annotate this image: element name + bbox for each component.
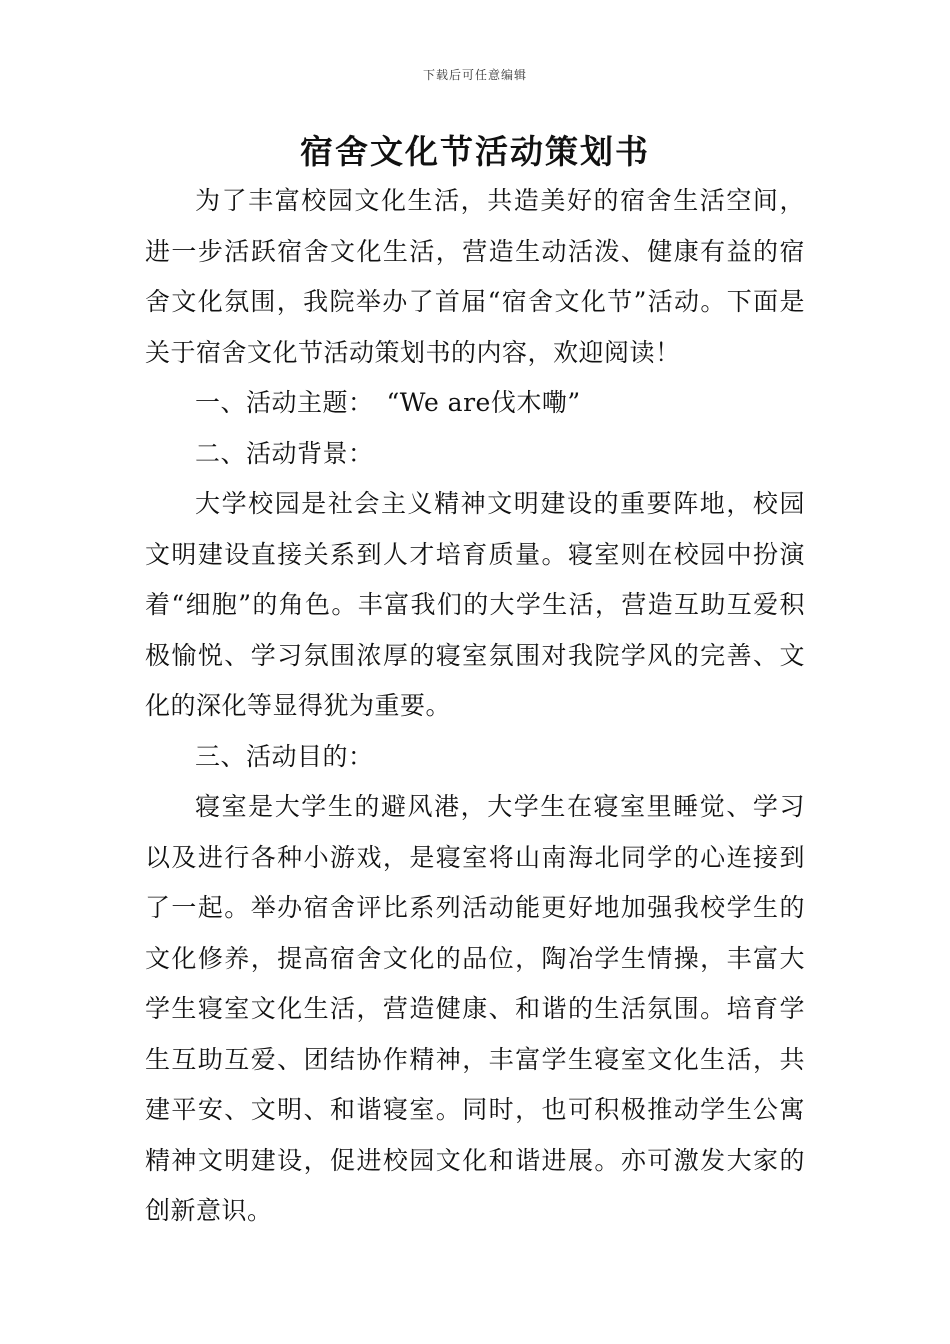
- intro-paragraph: 为了丰富校园文化生活，共造美好的宿舍生活空间，进一步活跃宿舍文化生活，营造生动活泼、健康有益的宿舍文化氛围，我院举办了首届“宿舍文化节”活动。下面是关于宿舍文化节活动策划书的内容，欢迎阅读！: [145, 186, 805, 367]
- document-body: [145, 176, 805, 1237]
- section-heading-theme: 一、活动主题： “We are伐木嘞”: [195, 388, 581, 417]
- background-paragraph: 大学校园是社会主义精神文明建设的重要阵地，校园文明建设直接关系到人才培育质量。寝室则在校园中扮演着“细胞”的角色。丰富我们的大学生活，营造互助互爱积极愉悦、学习氛围浓厚的寝室氛围对我院学风的完善、文化的深化等显得犹为重要。: [145, 489, 805, 720]
- document-title: 宿舍文化节活动策划书: [300, 132, 650, 171]
- purpose-paragraph: 寝室是大学生的避风港，大学生在寝室里睡觉、学习以及进行各种小游戏，是寝室将山南海北同学的心连接到了一起。举办宿舍评比系列活动能更好地加强我校学生的文化修养，提高宿舍文化的品位，陶冶学生情操，丰富大学生寝室文化生活，营造健康、和谐的生活氛围。培育学生互助互爱、团结协作精神，丰富学生寝室文化生活，共建平安、文明、和谐寝室。同时，也可积极推动学生公寓精神文明建设，促进校园文化和谐进展。亦可激发大家的创新意识。: [145, 792, 805, 1225]
- section-heading-background: 二、活动背景：: [195, 438, 374, 468]
- section-heading-purpose: 三、活动目的：: [195, 741, 374, 771]
- header-note: 下载后可任意编辑: [422, 68, 527, 82]
